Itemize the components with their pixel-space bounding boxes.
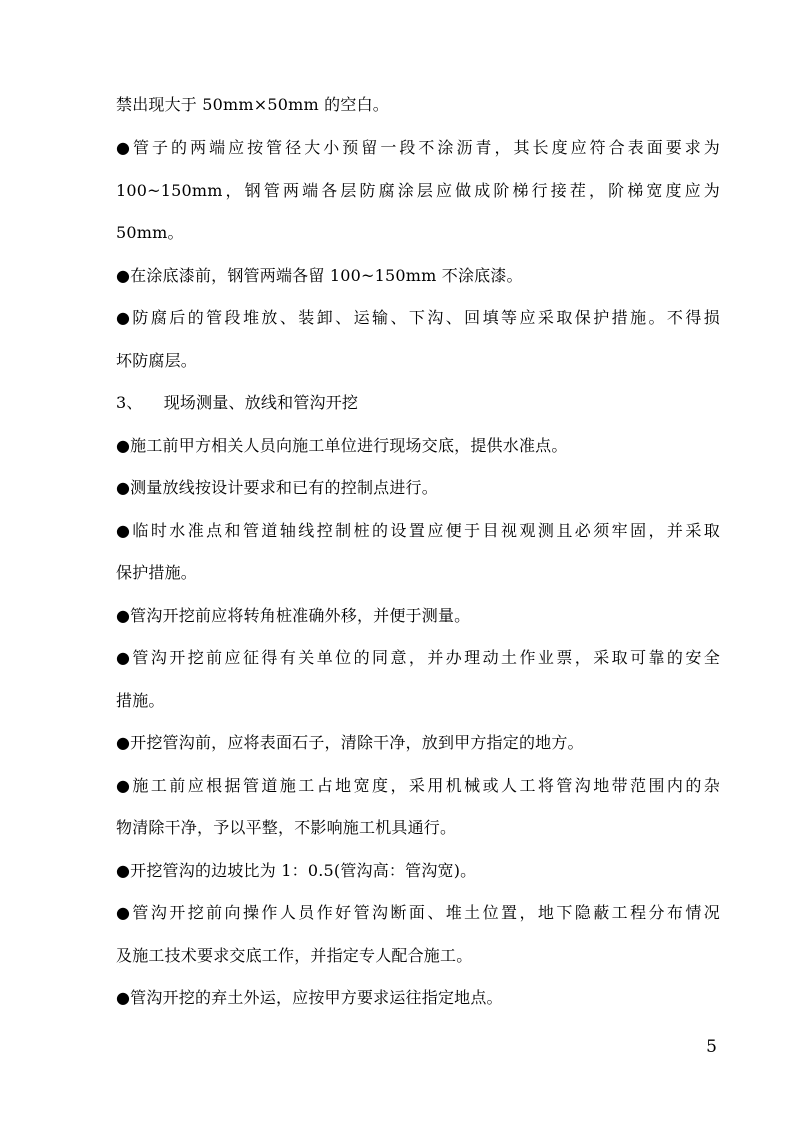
text-line: ●管沟开挖的弃土外运，应按甲方要求运往指定地点。 — [116, 988, 503, 1007]
text-line: ●临时水准点和管道轴线控制桩的设置应便于目视观测且必须牢固，并采取 — [116, 521, 720, 540]
text-line: 及施工技术要求交底工作，并指定专人配合施工。 — [116, 946, 473, 965]
text-line: 禁出现大于 50mm×50mm 的空白。 — [116, 95, 389, 114]
text-line: ●管子的两端应按管径大小预留一段不涂沥青，其长度应符合表面要求为 — [116, 138, 720, 157]
text-line: ●在涂底漆前，钢管两端各留 100~150mm 不涂底漆。 — [116, 266, 523, 285]
text-line: ●管沟开挖前应将转角桩准确外移，并便于测量。 — [116, 606, 471, 625]
text-line: ●测量放线按设计要求和已有的控制点进行。 — [116, 478, 438, 497]
page-number: 5 — [706, 1037, 717, 1057]
text-line: ●防腐后的管段堆放、装卸、运输、下沟、回填等应采取保护措施。不得损 — [116, 308, 720, 327]
text-line: 措施。 — [116, 691, 165, 710]
text-line: 坏防腐层。 — [116, 351, 198, 370]
text-line: ●开挖管沟的边坡比为 1：0.5(管沟高：管沟宽)。 — [116, 861, 477, 880]
text-line: ●施工前应根据管道施工占地宽度，采用机械或人工将管沟地带范围内的杂 — [116, 776, 720, 795]
text-line: ●管沟开挖前向操作人员作好管沟断面、堆土位置，地下隐蔽工程分布情况 — [116, 903, 720, 922]
text-line: ●施工前甲方相关人员向施工单位进行现场交底，提供水准点。 — [116, 436, 568, 455]
text-line: ●开挖管沟前，应将表面石子，清除干净，放到甲方指定的地方。 — [116, 733, 584, 752]
text-line: ●管沟开挖前应征得有关单位的同意，并办理动土作业票，采取可靠的安全 — [116, 648, 720, 667]
text-line: 50mm。 — [116, 223, 184, 242]
text-line: 100~150mm，钢管两端各层防腐涂层应做成阶梯行接茬，阶梯宽度应为 — [116, 181, 720, 200]
text-line: 物清除干净，予以平整，不影响施工机具通行。 — [116, 818, 457, 837]
section-heading: 3、 现场测量、放线和管沟开挖 — [116, 393, 359, 412]
text-line: 保护措施。 — [116, 563, 198, 582]
